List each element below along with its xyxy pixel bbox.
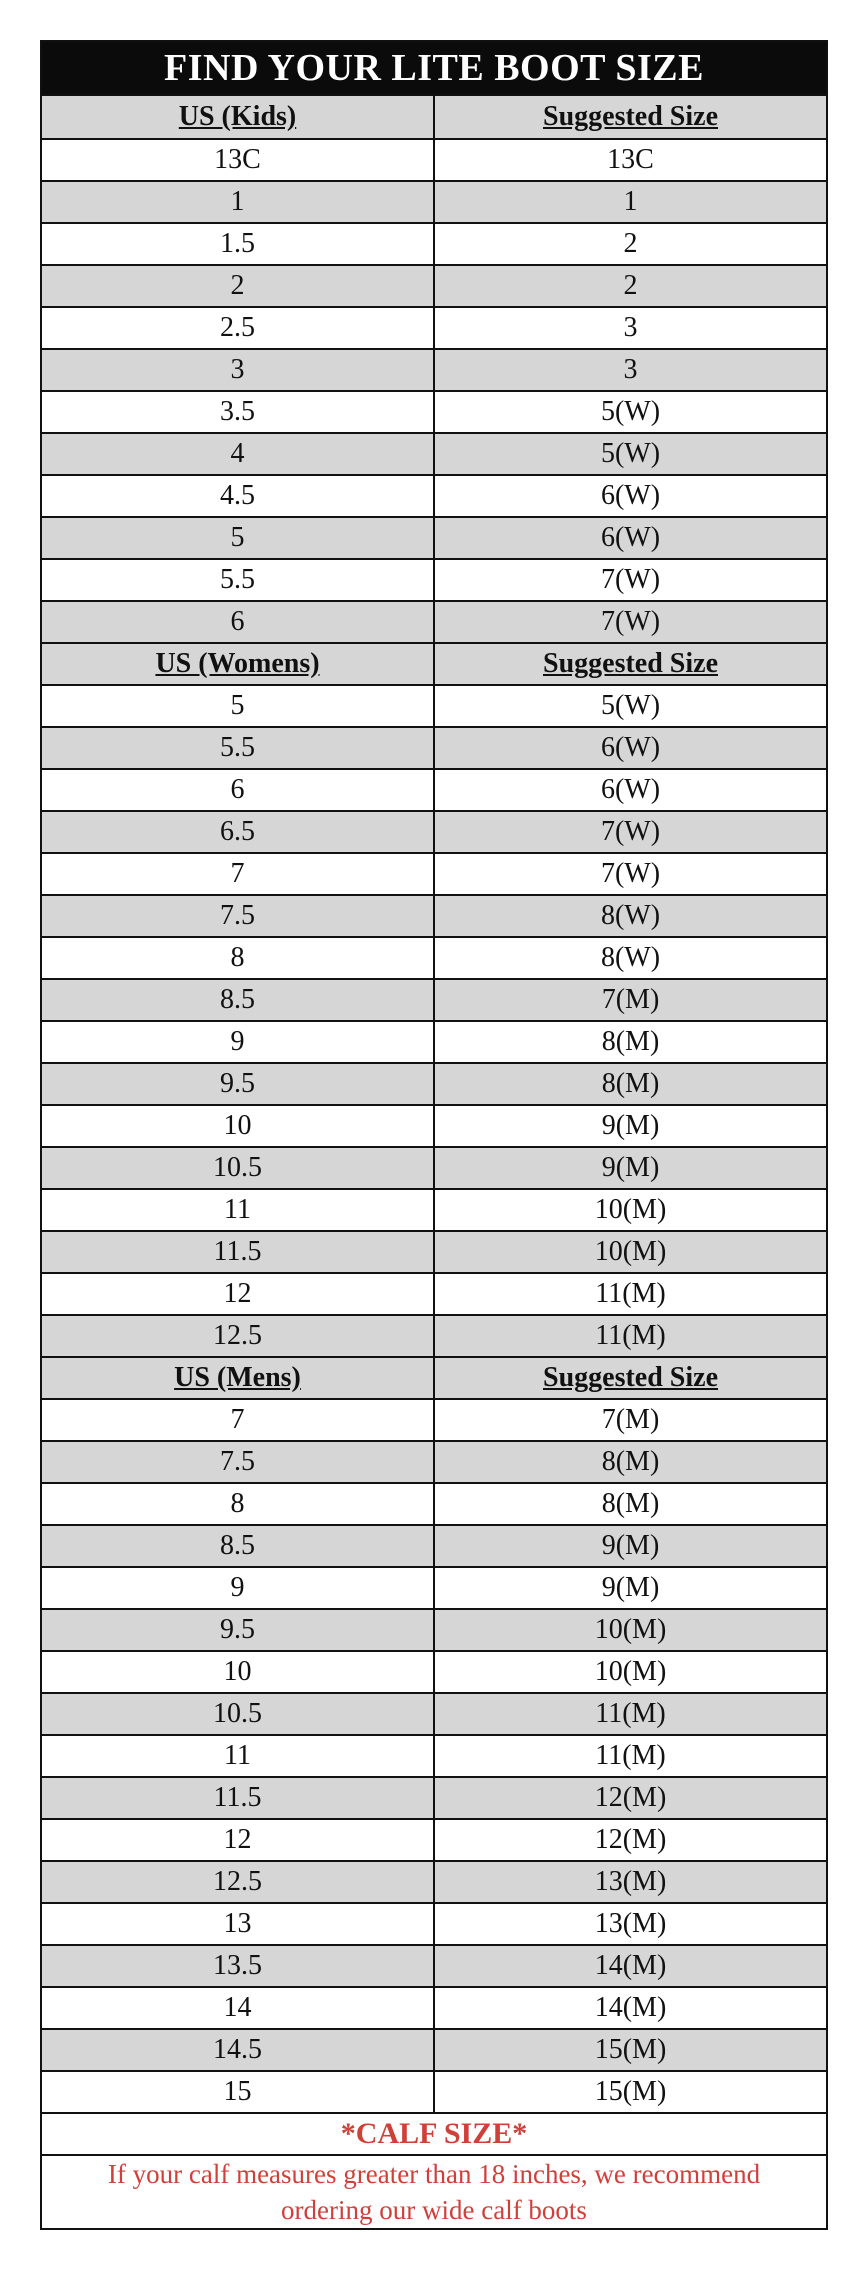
table-row	[42, 1440, 826, 1482]
us-size-cell: 7.5	[220, 1446, 255, 1477]
table-row	[42, 684, 826, 726]
suggested-size-cell: 1	[433, 182, 826, 222]
us-size-cell: 14	[223, 1992, 252, 2023]
table-row	[42, 306, 826, 348]
table-row	[42, 852, 826, 894]
size-table	[42, 96, 826, 2112]
suggested-size-cell: 7(W)	[433, 602, 826, 642]
us-size-cell: 5	[230, 690, 245, 721]
us-size-cell: 9.5	[220, 1614, 255, 1645]
us-size-cell: 2.5	[220, 312, 255, 343]
suggested-size-cell: 2	[433, 224, 826, 264]
table-row	[42, 1272, 826, 1314]
suggested-size-cell: 11(M)	[433, 1274, 826, 1314]
suggested-size-cell: 8(M)	[433, 1064, 826, 1104]
suggested-size-cell: 8(W)	[433, 896, 826, 936]
table-row	[42, 1776, 826, 1818]
table-row	[42, 1062, 826, 1104]
table-row	[42, 264, 826, 306]
section-header-row	[42, 96, 826, 138]
table-row	[42, 474, 826, 516]
us-size-cell: 2	[230, 270, 245, 301]
table-row	[42, 1230, 826, 1272]
suggested-size-cell: 7(W)	[433, 854, 826, 894]
table-row	[42, 1650, 826, 1692]
suggested-size-cell: 11(M)	[433, 1736, 826, 1776]
us-size-cell: 12.5	[213, 1320, 262, 1351]
table-row	[42, 348, 826, 390]
table-row	[42, 1314, 826, 1356]
table-row	[42, 936, 826, 978]
us-size-cell: 6	[230, 606, 245, 637]
suggested-size-header: Suggested Size	[433, 644, 826, 684]
us-size-cell: 5.5	[220, 564, 255, 595]
us-size-cell: 10.5	[213, 1152, 262, 1183]
us-size-cell: 12.5	[213, 1866, 262, 1897]
table-row	[42, 768, 826, 810]
us-size-cell: 3	[230, 354, 245, 385]
us-size-cell: 9	[230, 1572, 245, 1603]
suggested-size-cell: 9(M)	[433, 1568, 826, 1608]
us-size-cell: 13.5	[213, 1950, 262, 1981]
table-row	[42, 726, 826, 768]
table-row	[42, 1692, 826, 1734]
size-chart	[40, 40, 828, 2230]
suggested-size-cell: 10(M)	[433, 1232, 826, 1272]
us-size-cell: 15	[223, 2076, 252, 2107]
suggested-size-cell: 12(M)	[433, 1820, 826, 1860]
section-header-row	[42, 642, 826, 684]
suggested-size-cell: 3	[433, 350, 826, 390]
us-size-cell: 6.5	[220, 816, 255, 847]
suggested-size-cell: 8(M)	[433, 1484, 826, 1524]
suggested-size-cell: 6(W)	[433, 476, 826, 516]
table-row	[42, 1944, 826, 1986]
suggested-size-cell: 5(W)	[433, 392, 826, 432]
table-row	[42, 600, 826, 642]
us-size-cell: 3.5	[220, 396, 255, 427]
table-row	[42, 1566, 826, 1608]
table-row	[42, 138, 826, 180]
table-row	[42, 432, 826, 474]
table-row	[42, 1482, 826, 1524]
suggested-size-cell: 9(M)	[433, 1106, 826, 1146]
us-size-cell: 11	[224, 1194, 251, 1225]
us-size-cell: 11.5	[213, 1236, 262, 1267]
us-size-cell: 9.5	[220, 1068, 255, 1099]
table-row	[42, 810, 826, 852]
us-size-cell: 8.5	[220, 1530, 255, 1561]
calf-size-title: *CALF SIZE*	[42, 2112, 826, 2154]
suggested-size-cell: 8(M)	[433, 1442, 826, 1482]
suggested-size-cell: 14(M)	[433, 1988, 826, 2028]
suggested-size-cell: 7(M)	[433, 1400, 826, 1440]
suggested-size-cell: 3	[433, 308, 826, 348]
us-size-cell: 10	[223, 1656, 252, 1687]
table-row	[42, 2028, 826, 2070]
table-row	[42, 1020, 826, 1062]
table-row	[42, 516, 826, 558]
table-row	[42, 1818, 826, 1860]
suggested-size-cell: 13(M)	[433, 1904, 826, 1944]
table-row	[42, 894, 826, 936]
suggested-size-cell: 14(M)	[433, 1946, 826, 1986]
suggested-size-cell: 10(M)	[433, 1190, 826, 1230]
table-row	[42, 1860, 826, 1902]
table-row	[42, 222, 826, 264]
section-header-label: US (Womens)	[155, 648, 320, 679]
suggested-size-cell: 11(M)	[433, 1694, 826, 1734]
suggested-size-cell: 15(M)	[433, 2030, 826, 2070]
table-row	[42, 1734, 826, 1776]
us-size-cell: 8.5	[220, 984, 255, 1015]
suggested-size-cell: 7(W)	[433, 560, 826, 600]
table-row	[42, 2070, 826, 2112]
table-row	[42, 1398, 826, 1440]
suggested-size-cell: 9(M)	[433, 1526, 826, 1566]
suggested-size-cell: 8(W)	[433, 938, 826, 978]
table-row	[42, 1188, 826, 1230]
us-size-cell: 11.5	[213, 1782, 262, 1813]
suggested-size-cell: 7(W)	[433, 812, 826, 852]
us-size-cell: 4	[230, 438, 245, 469]
suggested-size-cell: 6(W)	[433, 728, 826, 768]
section-header-row	[42, 1356, 826, 1398]
suggested-size-header: Suggested Size	[433, 96, 826, 138]
calf-size-note: If your calf measures greater than 18 inches, we recommend ordering our wide calf boots	[42, 2154, 826, 2228]
suggested-size-cell: 9(M)	[433, 1148, 826, 1188]
us-size-cell: 10	[223, 1110, 252, 1141]
us-size-cell: 13C	[214, 144, 261, 175]
suggested-size-cell: 10(M)	[433, 1610, 826, 1650]
us-size-cell: 7	[230, 858, 245, 889]
section-header-label: US (Kids)	[178, 101, 297, 132]
us-size-cell: 7.5	[220, 900, 255, 931]
suggested-size-cell: 13(M)	[433, 1862, 826, 1902]
us-size-cell: 5	[230, 522, 245, 553]
suggested-size-header: Suggested Size	[433, 1358, 826, 1398]
us-size-cell: 14.5	[213, 2034, 262, 2065]
suggested-size-cell: 6(W)	[433, 770, 826, 810]
suggested-size-cell: 12(M)	[433, 1778, 826, 1818]
table-row	[42, 1902, 826, 1944]
suggested-size-cell: 8(M)	[433, 1022, 826, 1062]
us-size-cell: 10.5	[213, 1698, 262, 1729]
us-size-cell: 12	[223, 1824, 252, 1855]
suggested-size-cell: 5(W)	[433, 434, 826, 474]
us-size-cell: 1	[230, 186, 245, 217]
table-row	[42, 1986, 826, 2028]
suggested-size-cell: 2	[433, 266, 826, 306]
us-size-cell: 4.5	[220, 480, 255, 511]
table-row	[42, 558, 826, 600]
table-row	[42, 180, 826, 222]
us-size-cell: 8	[230, 1488, 245, 1519]
suggested-size-cell: 5(W)	[433, 686, 826, 726]
us-size-cell: 6	[230, 774, 245, 805]
us-size-cell: 12	[223, 1278, 252, 1309]
us-size-cell: 11	[224, 1740, 251, 1771]
us-size-cell: 8	[230, 942, 245, 973]
suggested-size-cell: 15(M)	[433, 2072, 826, 2112]
suggested-size-cell: 10(M)	[433, 1652, 826, 1692]
table-row	[42, 390, 826, 432]
us-size-cell: 1.5	[220, 228, 255, 259]
table-row	[42, 1524, 826, 1566]
suggested-size-cell: 13C	[433, 140, 826, 180]
suggested-size-cell: 6(W)	[433, 518, 826, 558]
table-row	[42, 978, 826, 1020]
table-row	[42, 1608, 826, 1650]
suggested-size-cell: 7(M)	[433, 980, 826, 1020]
table-row	[42, 1146, 826, 1188]
us-size-cell: 13	[223, 1908, 252, 1939]
section-header-label: US (Mens)	[174, 1362, 301, 1393]
us-size-cell: 7	[230, 1404, 245, 1435]
us-size-cell: 9	[230, 1026, 245, 1057]
chart-title: FIND YOUR LITE BOOT SIZE	[42, 42, 826, 96]
table-row	[42, 1104, 826, 1146]
suggested-size-cell: 11(M)	[433, 1316, 826, 1356]
us-size-cell: 5.5	[220, 732, 255, 763]
